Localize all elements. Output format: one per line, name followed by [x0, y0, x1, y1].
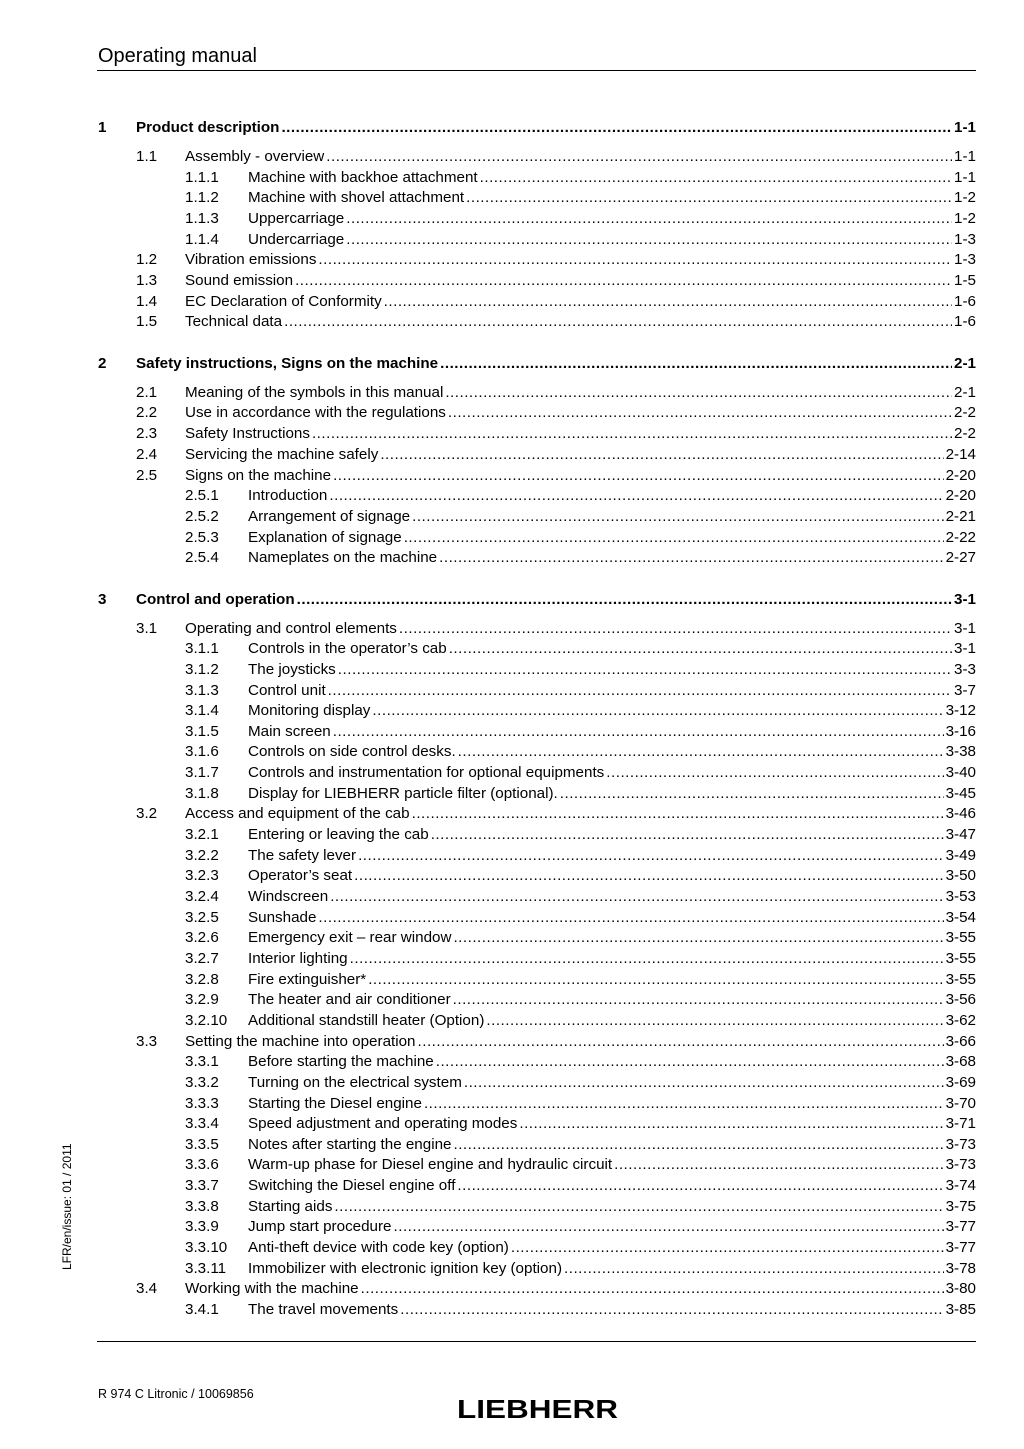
toc-number: 3.2 [136, 805, 158, 822]
toc-number: 1 [98, 119, 107, 136]
toc-page-number: 2-21 [945, 508, 976, 525]
toc-title: Machine with shovel attachment [248, 189, 465, 206]
toc-entry[interactable] [98, 908, 976, 928]
toc-number: 1.1.1 [185, 169, 219, 186]
toc-entry[interactable] [98, 403, 976, 423]
toc-dot-leader [560, 784, 944, 804]
toc-dot-leader [281, 118, 952, 138]
toc-page-number: 3-55 [945, 929, 976, 946]
footer-divider [97, 1341, 976, 1342]
toc-title: Emergency exit – rear window [248, 929, 452, 946]
toc-number: 3.2.10 [185, 1012, 228, 1029]
toc-number: 3.3.3 [185, 1095, 219, 1112]
toc-dot-leader [412, 507, 943, 527]
toc-entry[interactable] [98, 507, 976, 527]
toc-title: The heater and air conditioner [248, 991, 451, 1008]
toc-number: 1.5 [136, 313, 158, 330]
toc-page-number: 3-53 [945, 888, 976, 905]
toc-dot-leader [511, 1238, 944, 1258]
toc-entry[interactable] [98, 681, 976, 701]
toc-title: Sound emission [185, 272, 294, 289]
toc-dot-leader [480, 168, 952, 188]
toc-number: 3.3.7 [185, 1177, 219, 1194]
toc-dot-leader [453, 928, 943, 948]
toc-number: 3.3.9 [185, 1218, 219, 1235]
toc-title: Turning on the electrical system [248, 1074, 462, 1091]
toc-title: Nameplates on the machine [248, 549, 438, 566]
toc-entry[interactable] [98, 1238, 976, 1258]
toc-dot-leader [358, 846, 944, 866]
toc-page-number: 3-70 [945, 1095, 976, 1112]
toc-entry[interactable] [98, 1032, 976, 1052]
toc-entry[interactable] [98, 1279, 976, 1299]
svg-text:LIEBHERR: LIEBHERR [457, 1396, 619, 1422]
toc-title: Product description [136, 119, 280, 136]
toc-number: 1.4 [136, 293, 158, 310]
toc-number: 3.1.5 [185, 723, 219, 740]
toc-dot-leader [464, 1073, 944, 1093]
toc-number: 3.3 [136, 1033, 158, 1050]
toc-title: Safety instructions, Signs on the machine [136, 355, 439, 372]
toc-entry[interactable] [98, 866, 976, 886]
toc-page-number: 2-2 [954, 404, 976, 421]
document-issue-label: LFR/en/issue: 01 / 2011 [60, 1143, 74, 1270]
toc-number: 3.1.4 [185, 702, 219, 719]
toc-entry[interactable] [98, 722, 976, 742]
toc-page-number: 3-1 [954, 640, 976, 657]
toc-title: Arrangement of signage [248, 508, 411, 525]
toc-title: Notes after starting the engine [248, 1136, 452, 1153]
toc-number: 2.5.3 [185, 529, 219, 546]
toc-entry[interactable] [98, 928, 976, 948]
toc-page-number: 2-27 [945, 549, 976, 566]
toc-entry[interactable] [98, 168, 976, 188]
toc-dot-leader [404, 528, 944, 548]
toc-title: Controls in the operator’s cab [248, 640, 447, 657]
toc-entry[interactable] [98, 528, 976, 548]
toc-page-number: 3-55 [945, 971, 976, 988]
toc-title: Assembly - overview [185, 148, 325, 165]
toc-dot-leader [346, 230, 952, 250]
toc-page-number: 3-73 [945, 1136, 976, 1153]
toc-page-number: 3-46 [945, 805, 976, 822]
toc-title: Access and equipment of the cab [185, 805, 410, 822]
toc-page-number: 3-12 [945, 702, 976, 719]
toc-number: 2.5.4 [185, 549, 219, 566]
toc-page-number: 1-2 [954, 189, 976, 206]
toc-number: 3.3.11 [185, 1260, 227, 1277]
toc-entry[interactable] [98, 230, 976, 250]
toc-dot-leader [312, 424, 952, 444]
toc-page-number: 3-40 [945, 764, 976, 781]
toc-page-number: 3-75 [945, 1198, 976, 1215]
toc-chapter[interactable] [98, 590, 976, 610]
toc-dot-leader [400, 1300, 943, 1320]
toc-title: Signs on the machine [185, 467, 332, 484]
toc-title: Vibration emissions [185, 251, 317, 268]
toc-entry[interactable] [98, 949, 976, 969]
toc-dot-leader [333, 466, 944, 486]
toc-number: 3.2.8 [185, 971, 219, 988]
toc-entry[interactable] [98, 1259, 976, 1279]
toc-number: 3.4.1 [185, 1301, 219, 1318]
toc-title: Switching the Diesel engine off [248, 1177, 456, 1194]
toc-entry[interactable] [98, 784, 976, 804]
toc-title: Control and operation [136, 591, 295, 608]
toc-title: Fire extinguisher* [248, 971, 367, 988]
toc-dot-leader [394, 1217, 944, 1237]
toc-title: The safety lever [248, 847, 357, 864]
toc-page-number: 3-55 [945, 950, 976, 967]
toc-page-number: 1-1 [954, 169, 976, 186]
toc-number: 3.2.3 [185, 867, 219, 884]
toc-title: Servicing the machine safely [185, 446, 379, 463]
toc-title: Operator’s seat [248, 867, 353, 884]
toc-page-number: 3-62 [945, 1012, 976, 1029]
toc-number: 3.2.1 [185, 826, 219, 843]
toc-page-number: 1-6 [954, 293, 976, 310]
header-divider [97, 70, 976, 71]
toc-title: Controls on side control desks. [248, 743, 456, 760]
toc-dot-leader [458, 742, 944, 762]
toc-chapter[interactable] [98, 118, 976, 138]
toc-title: Monitoring display [248, 702, 371, 719]
toc-title: The travel movements [248, 1301, 399, 1318]
toc-entry[interactable] [98, 250, 976, 270]
toc-dot-leader [453, 990, 944, 1010]
toc-dot-leader [445, 383, 952, 403]
toc-number: 3.2.4 [185, 888, 219, 905]
toc-dot-leader [412, 804, 944, 824]
toc-page-number: 3-73 [945, 1156, 976, 1173]
toc-entry[interactable] [98, 1176, 976, 1196]
toc-number: 3.2.6 [185, 929, 219, 946]
toc-page-number: 3-77 [945, 1218, 976, 1235]
toc-number: 3.3.1 [185, 1053, 219, 1070]
toc-page-number: 3-77 [945, 1239, 976, 1256]
toc-entry[interactable] [98, 825, 976, 845]
toc-page-number: 2-1 [954, 355, 976, 372]
toc-page-number: 3-69 [945, 1074, 976, 1091]
toc-number: 3.3.4 [185, 1115, 219, 1132]
toc-number: 1.1.4 [185, 231, 219, 248]
toc-page-number: 3-85 [945, 1301, 976, 1318]
toc-entry[interactable] [98, 486, 976, 506]
toc-entry[interactable] [98, 1217, 976, 1237]
toc-entry[interactable] [98, 1155, 976, 1175]
toc-page-number: 3-3 [954, 661, 976, 678]
toc-dot-leader [330, 887, 943, 907]
toc-dot-leader [448, 403, 952, 423]
toc-page-number: 2-1 [954, 384, 976, 401]
toc-title: Anti-theft device with code key (option) [248, 1239, 509, 1256]
toc-title: Windscreen [248, 888, 329, 905]
toc-title: The joysticks [248, 661, 336, 678]
toc-dot-leader [338, 660, 952, 680]
toc-title: Jump start procedure [248, 1218, 392, 1235]
toc-dot-leader [284, 312, 952, 332]
toc-title: Entering or leaving the cab [248, 826, 429, 843]
toc-dot-leader [328, 681, 952, 701]
toc-page-number: 3-1 [954, 620, 976, 637]
toc-entry[interactable] [98, 763, 976, 783]
toc-number: 1.1.2 [185, 189, 219, 206]
toc-title: Introduction [248, 487, 328, 504]
toc-entry[interactable] [98, 1052, 976, 1072]
toc-number: 2.5.2 [185, 508, 219, 525]
toc-dot-leader [326, 147, 952, 167]
toc-entry[interactable] [98, 188, 976, 208]
toc-title: Machine with backhoe attachment [248, 169, 478, 186]
toc-number: 3.2.2 [185, 847, 219, 864]
toc-page-number: 3-66 [945, 1033, 976, 1050]
toc-entry[interactable] [98, 1011, 976, 1031]
toc-title: Explanation of signage [248, 529, 402, 546]
toc-title: Speed adjustment and operating modes [248, 1115, 518, 1132]
toc-dot-leader [318, 908, 943, 928]
toc-dot-leader [333, 722, 944, 742]
toc-title: Control unit [248, 682, 326, 699]
toc-page-number: 1-3 [954, 231, 976, 248]
toc-entry[interactable] [98, 1073, 976, 1093]
toc-dot-leader [329, 486, 943, 506]
toc-number: 2.3 [136, 425, 158, 442]
toc-number: 1.3 [136, 272, 158, 289]
toc-title: Immobilizer with electronic ignition key (option) [248, 1260, 562, 1277]
toc-dot-leader [350, 949, 944, 969]
toc-title: Sunshade [248, 909, 317, 926]
toc-entry[interactable] [98, 1094, 976, 1114]
page-title: Operating manual [98, 45, 257, 67]
toc-number: 3.2.7 [185, 950, 219, 967]
toc-title: Additional standstill heater (Option) [248, 1012, 485, 1029]
toc-dot-leader [346, 209, 952, 229]
toc-dot-leader [440, 354, 952, 374]
toc-entry[interactable] [98, 887, 976, 907]
toc-page-number: 3-78 [945, 1260, 976, 1277]
toc-dot-leader [380, 445, 943, 465]
toc-title: Operating and control elements [185, 620, 397, 637]
toc-number: 2 [98, 355, 107, 372]
toc-page-number: 2-22 [945, 529, 976, 546]
toc-entry[interactable] [98, 1197, 976, 1217]
toc-entry[interactable] [98, 846, 976, 866]
toc-title: Starting the Diesel engine [248, 1095, 422, 1112]
toc-page-number: 3-45 [945, 785, 976, 802]
toc-entry[interactable] [98, 701, 976, 721]
toc-page-number: 3-49 [945, 847, 976, 864]
toc-entry[interactable] [98, 660, 976, 680]
toc-number: 3.3.10 [185, 1239, 228, 1256]
toc-number: 2.4 [136, 446, 158, 463]
toc-page-number: 3-54 [945, 909, 976, 926]
toc-title: Technical data [185, 313, 283, 330]
toc-number: 3.1.2 [185, 661, 219, 678]
liebherr-logo [456, 1396, 619, 1422]
toc-entry[interactable] [98, 1300, 976, 1320]
toc-entry[interactable] [98, 548, 976, 568]
toc-number: 3.1.6 [185, 743, 219, 760]
toc-title: Interior lighting [248, 950, 348, 967]
toc-entry[interactable] [98, 312, 976, 332]
toc-number: 1.1.3 [185, 210, 219, 227]
toc-page-number: 3-50 [945, 867, 976, 884]
toc-entry[interactable] [98, 639, 976, 659]
toc-page-number: 3-47 [945, 826, 976, 843]
toc-page-number: 1-1 [954, 148, 976, 165]
toc-entry[interactable] [98, 619, 976, 639]
toc-page-number: 2-20 [945, 487, 976, 504]
toc-page-number: 2-14 [945, 446, 976, 463]
toc-page-number: 1-2 [954, 210, 976, 227]
toc-dot-leader [439, 548, 943, 568]
toc-title: Safety Instructions [185, 425, 310, 442]
toc-dot-leader [519, 1114, 943, 1134]
toc-entry[interactable] [98, 271, 976, 291]
toc-number: 2.5 [136, 467, 158, 484]
toc-dot-leader [334, 1197, 943, 1217]
toc-title: Uppercarriage [248, 210, 345, 227]
toc-number: 3 [98, 591, 107, 608]
toc-title: Controls and instrumentation for optional equipments [248, 764, 605, 781]
toc-page-number: 3-74 [945, 1177, 976, 1194]
toc-dot-leader [486, 1011, 943, 1031]
toc-title: Use in accordance with the regulations [185, 404, 446, 421]
toc-dot-leader [431, 825, 944, 845]
toc-number: 3.3.5 [185, 1136, 219, 1153]
toc-title: Starting aids [248, 1198, 333, 1215]
toc-number: 3.3.6 [185, 1156, 219, 1173]
footer-document-id: R 974 C Litronic / 10069856 [98, 1387, 254, 1401]
toc-dot-leader [354, 866, 943, 886]
toc-dot-leader [372, 701, 943, 721]
toc-number: 2.2 [136, 404, 158, 421]
toc-number: 3.2.9 [185, 991, 219, 1008]
toc-title: Warm-up phase for Diesel engine and hydraulic circuit [248, 1156, 613, 1173]
toc-dot-leader [614, 1155, 943, 1175]
toc-number: 2.1 [136, 384, 158, 401]
toc-title: Setting the machine into operation [185, 1033, 416, 1050]
toc-number: 3.3.2 [185, 1074, 219, 1091]
toc-page-number: 3-1 [954, 591, 976, 608]
toc-number: 3.3.8 [185, 1198, 219, 1215]
toc-entry[interactable] [98, 445, 976, 465]
toc-page-number: 1-1 [954, 119, 976, 136]
toc-dot-leader [318, 250, 952, 270]
toc-dot-leader [453, 1135, 943, 1155]
toc-number: 3.1.3 [185, 682, 219, 699]
toc-entry[interactable] [98, 424, 976, 444]
toc-title: EC Declaration of Conformity [185, 293, 382, 310]
toc-title: Display for LIEBHERR particle filter (optional). [248, 785, 558, 802]
toc-chapter[interactable] [98, 354, 976, 374]
toc-dot-leader [361, 1279, 944, 1299]
toc-entry[interactable] [98, 1114, 976, 1134]
toc-title: Working with the machine [185, 1280, 359, 1297]
toc-entry[interactable] [98, 209, 976, 229]
toc-entry[interactable] [98, 292, 976, 312]
toc-number: 1.1 [136, 148, 158, 165]
toc-number: 3.1.7 [185, 764, 219, 781]
toc-dot-leader [466, 188, 952, 208]
toc-dot-leader [457, 1176, 943, 1196]
toc-entry[interactable] [98, 990, 976, 1010]
toc-entry[interactable] [98, 742, 976, 762]
toc-number: 1.2 [136, 251, 158, 268]
toc-page-number: 2-2 [954, 425, 976, 442]
toc-entry[interactable] [98, 804, 976, 824]
toc-dot-leader [564, 1259, 944, 1279]
toc-dot-leader [606, 763, 943, 783]
toc-entry[interactable] [98, 466, 976, 486]
toc-entry[interactable] [98, 383, 976, 403]
toc-dot-leader [424, 1094, 944, 1114]
toc-title: Meaning of the symbols in this manual [185, 384, 444, 401]
toc-page-number: 3-56 [945, 991, 976, 1008]
toc-dot-leader [399, 619, 952, 639]
toc-page-number: 1-3 [954, 251, 976, 268]
toc-dot-leader [449, 639, 952, 659]
toc-number: 3.1.8 [185, 785, 219, 802]
toc-title: Before starting the machine [248, 1053, 434, 1070]
toc-entry[interactable] [98, 147, 976, 167]
toc-entry[interactable] [98, 1135, 976, 1155]
toc-page-number: 1-6 [954, 313, 976, 330]
toc-dot-leader [418, 1032, 944, 1052]
toc-title: Main screen [248, 723, 331, 740]
toc-page-number: 3-68 [945, 1053, 976, 1070]
toc-dot-leader [297, 590, 952, 610]
toc-page-number: 3-80 [945, 1280, 976, 1297]
toc-dot-leader [368, 970, 943, 990]
toc-dot-leader [295, 271, 952, 291]
toc-page-number: 3-7 [954, 682, 976, 699]
toc-page-number: 3-16 [945, 723, 976, 740]
toc-page-number: 3-71 [945, 1115, 976, 1132]
toc-page-number: 2-20 [945, 467, 976, 484]
toc-number: 3.1 [136, 620, 158, 637]
toc-number: 3.4 [136, 1280, 158, 1297]
toc-page-number: 3-38 [945, 743, 976, 760]
toc-number: 3.2.5 [185, 909, 219, 926]
toc-entry[interactable] [98, 970, 976, 990]
toc-dot-leader [384, 292, 952, 312]
toc-dot-leader [436, 1052, 944, 1072]
toc-number: 3.1.1 [185, 640, 219, 657]
toc-title: Undercarriage [248, 231, 345, 248]
toc-number: 2.5.1 [185, 487, 219, 504]
toc-page-number: 1-5 [954, 272, 976, 289]
